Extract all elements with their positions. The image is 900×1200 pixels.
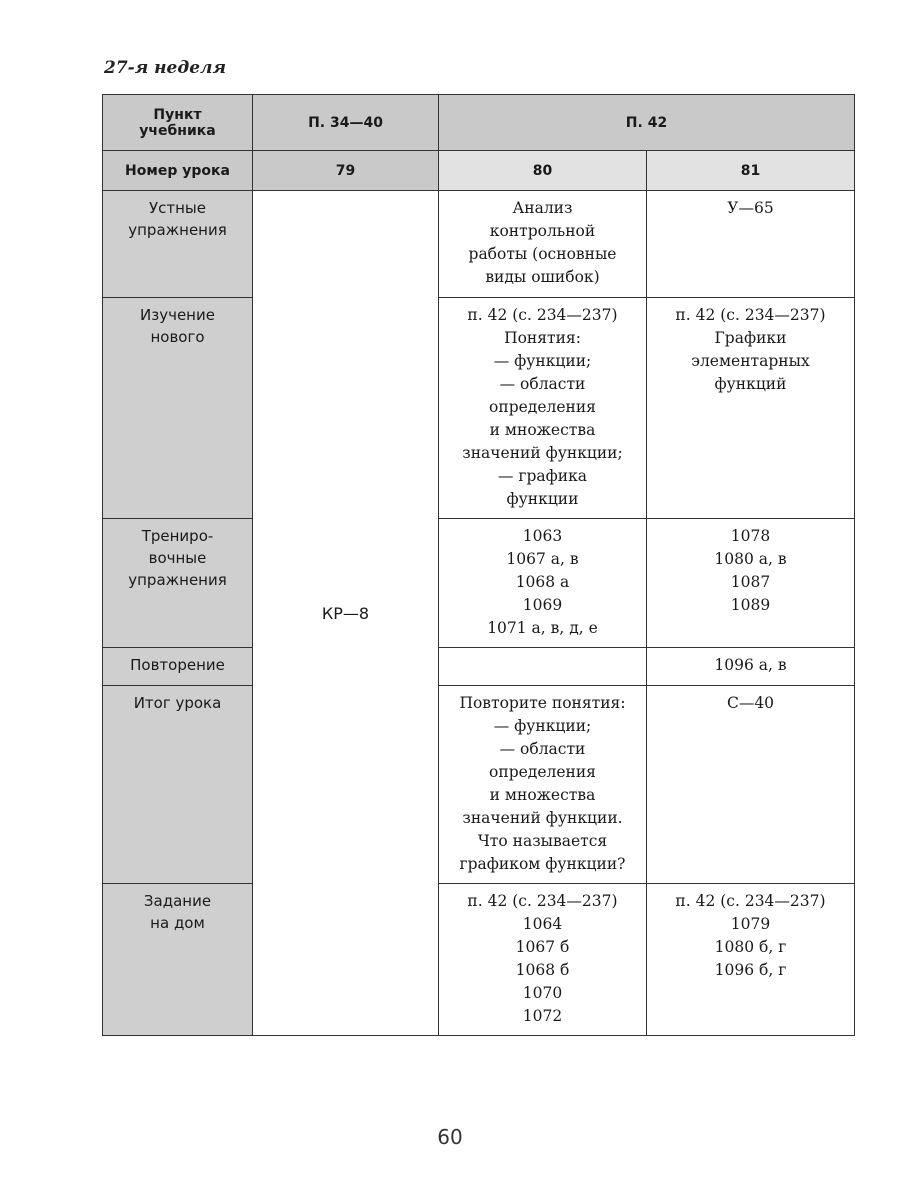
lesson-81-oral-exercises [647, 191, 855, 298]
lesson-80-oral-exercises [439, 191, 647, 298]
cell-line: 1068 б [515, 961, 570, 979]
cell-line: п. 42 (с. 234—237) [467, 892, 618, 910]
cell-line: У—65 [727, 199, 774, 217]
page-number: 60 [437, 1125, 463, 1149]
section-42: П. 42 [439, 95, 855, 151]
cell-line: — функции; [493, 352, 592, 370]
cell-line: 1089 [730, 596, 771, 614]
cell-line: 1068 а [515, 573, 570, 591]
cell-line: п. 42 (с. 234—237) [467, 306, 618, 324]
lesson-81-review [647, 648, 855, 686]
cell-line: 1080 а, в [714, 550, 787, 568]
cell-line: определения [489, 763, 596, 781]
lesson-79-test: КР—8 [253, 191, 439, 1036]
cell-line: С—40 [726, 694, 775, 712]
lesson-number-label: Номер урока [103, 151, 253, 191]
cell-line: 1070 [522, 984, 563, 1002]
row-label-homework: Задание на дом [103, 884, 253, 1036]
cell-line: 1064 [522, 915, 563, 933]
lesson-plan-table [102, 94, 855, 1036]
cell-line: работы (основные [468, 245, 617, 263]
row-label-new-material: Изучение нового [103, 298, 253, 519]
cell-line: 1069 [522, 596, 563, 614]
cell-line: 1096 а, в [714, 656, 787, 674]
cell-line: определения [489, 398, 596, 416]
week-title: 27-я неделя [104, 58, 226, 78]
lesson-number-80: 80 [439, 151, 647, 191]
lesson-80-new-material [439, 298, 647, 519]
cell-line: Повторите понятия: [459, 694, 626, 712]
lesson-81-summary [647, 686, 855, 884]
cell-line: Графики [714, 329, 787, 347]
cell-line: Что называется [477, 832, 608, 850]
lesson-81-homework [647, 884, 855, 1036]
cell-line: 1087 [730, 573, 771, 591]
cell-line: — области [499, 740, 586, 758]
lesson-80-summary [439, 686, 647, 884]
cell-line: 1067 а, в [506, 550, 579, 568]
cell-line: — области [499, 375, 586, 393]
lesson-80-training-exercises [439, 519, 647, 648]
cell-line: 1079 [730, 915, 771, 933]
lesson-81-new-material [647, 298, 855, 519]
cell-line: значений функции. [462, 809, 623, 827]
cell-line: 1072 [522, 1007, 563, 1025]
cell-line: п. 42 (с. 234—237) [675, 306, 826, 324]
cell-line: элементарных [691, 352, 810, 370]
cell-line: 1071 а, в, д, е [487, 619, 598, 637]
lesson-number-79: 79 [253, 151, 439, 191]
cell-line: 1067 б [515, 938, 570, 956]
cell-line: значений функции; [462, 444, 623, 462]
textbook-section-label: Пункт учебника [103, 95, 253, 151]
row-label-review: Повторение [103, 648, 253, 686]
cell-line: контрольной [489, 222, 596, 240]
cell-line: Понятия: [504, 329, 581, 347]
cell-line: — графика [497, 467, 588, 485]
row-label-oral-exercises: Устные упражнения [103, 191, 253, 298]
cell-line: — функции; [493, 717, 592, 735]
section-range-34-40: П. 34—40 [253, 95, 439, 151]
lesson-81-training-exercises [647, 519, 855, 648]
cell-line: функции [506, 490, 579, 508]
cell-line: п. 42 (с. 234—237) [675, 892, 826, 910]
cell-line: функций [714, 375, 787, 393]
cell-line: и множества [489, 421, 596, 439]
lesson-80-homework [439, 884, 647, 1036]
lesson-80-review [439, 648, 647, 686]
cell-line: и множества [489, 786, 596, 804]
cell-line: Анализ [512, 199, 573, 217]
cell-line: графиком функции? [459, 855, 626, 873]
row-label-lesson-summary: Итог урока [103, 686, 253, 884]
cell-line: 1078 [730, 527, 771, 545]
row-label-training-exercises: Трениро- вочные упражнения [103, 519, 253, 648]
cell-line: 1096 б, г [714, 961, 787, 979]
cell-line: 1063 [522, 527, 563, 545]
lesson-number-81: 81 [647, 151, 855, 191]
cell-line: 1080 б, г [714, 938, 787, 956]
cell-line: виды ошибок) [485, 268, 600, 286]
